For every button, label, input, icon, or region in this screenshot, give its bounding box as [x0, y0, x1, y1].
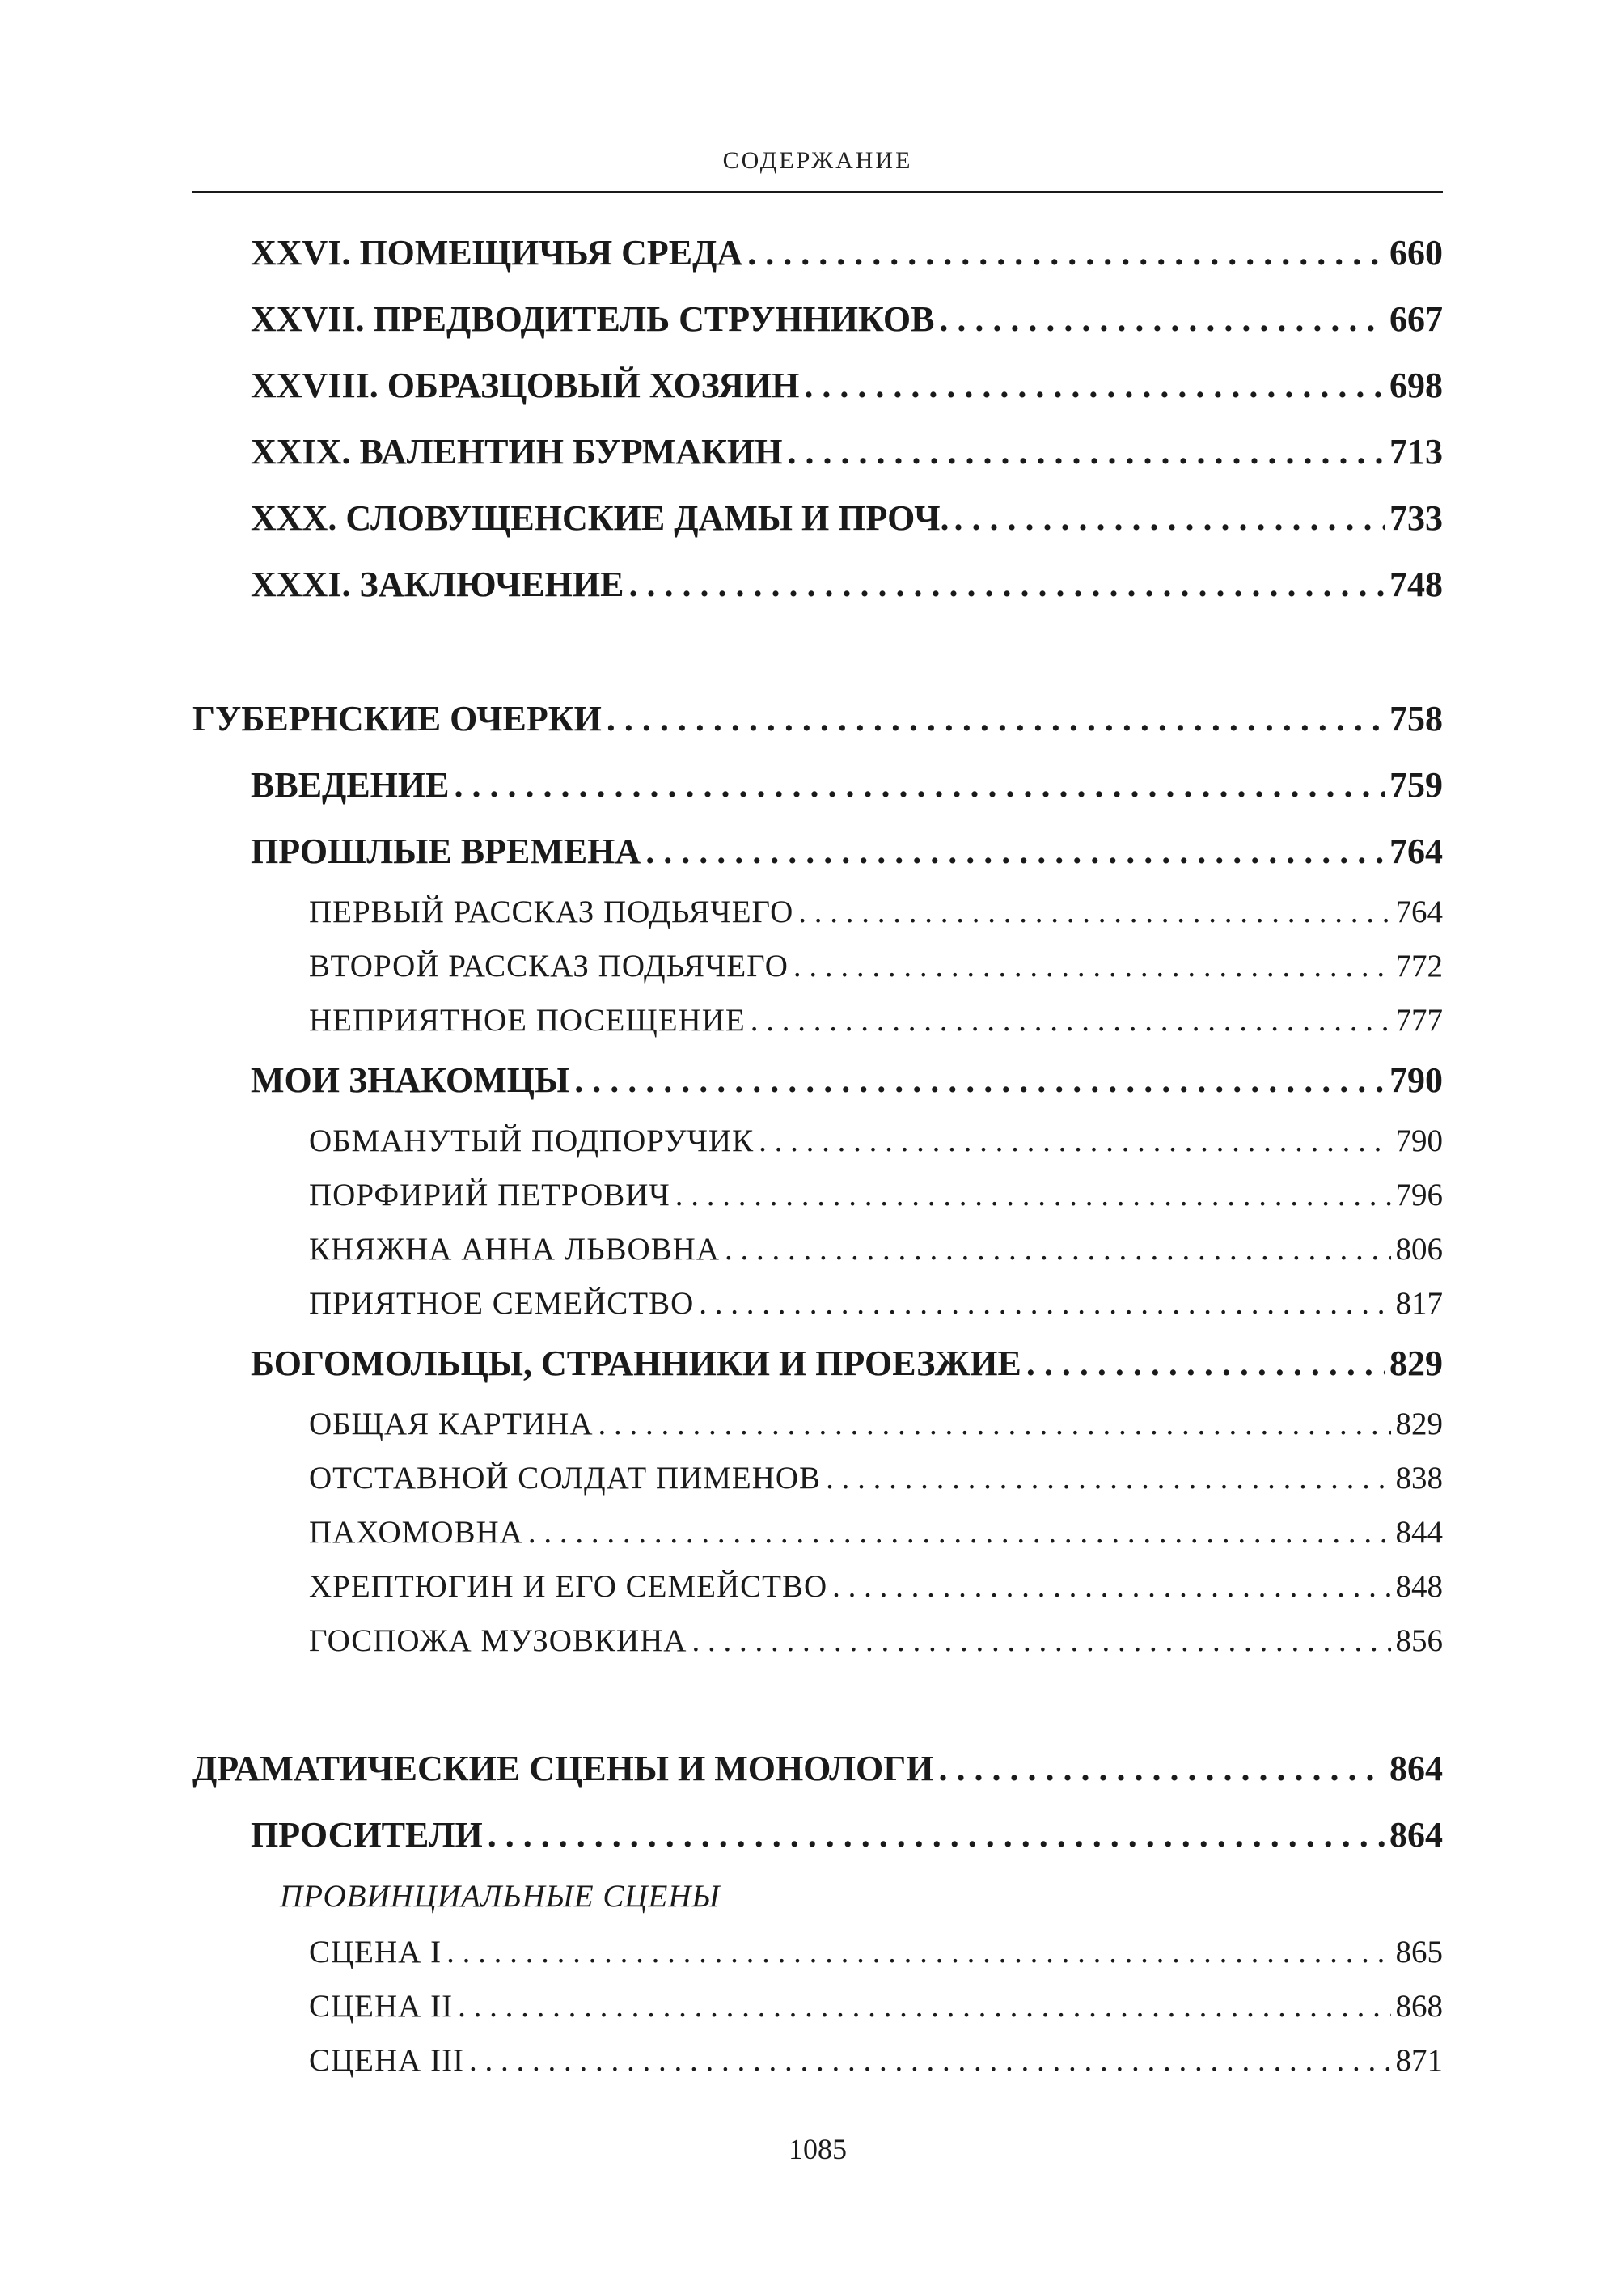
dot-leader — [832, 1559, 1390, 1614]
table-of-contents — [192, 220, 1443, 2088]
toc-entry-title: ДРАМАТИЧЕСКИЕ СЦЕНЫ И МОНОЛОГИ — [192, 1749, 934, 1788]
dot-leader — [598, 1397, 1391, 1451]
toc-entry-page: 871 — [1395, 2043, 1443, 2078]
toc-entry-title: ПРИЯТНОЕ СЕМЕЙСТВО — [309, 1286, 695, 1321]
toc-entry-page: 758 — [1389, 699, 1443, 738]
toc-entry-page: 790 — [1395, 1123, 1443, 1158]
toc-entry-level-3[interactable] — [192, 1505, 1443, 1559]
toc-entry-page: 660 — [1389, 233, 1443, 273]
toc-entry-title: НЕПРИЯТНОЕ ПОСЕЩЕНИЕ — [309, 1003, 746, 1038]
toc-entry-title: ПРОШЛЫЕ ВРЕМЕНА — [251, 831, 641, 871]
toc-entry-level-2[interactable] — [192, 1802, 1443, 1868]
toc-entry-level-2[interactable] — [192, 552, 1443, 618]
dot-leader — [699, 1276, 1390, 1331]
toc-entry-title: XXVII. ПРЕДВОДИТЕЛЬ СТРУННИКОВ — [251, 299, 935, 339]
dot-leader — [675, 1168, 1391, 1222]
toc-entry-page: 817 — [1395, 1286, 1443, 1321]
toc-entry-level-3[interactable] — [192, 993, 1443, 1047]
toc-entry-level-3[interactable] — [192, 1276, 1443, 1331]
page-number: 1085 — [789, 2133, 847, 2165]
dot-leader — [826, 1451, 1390, 1505]
toc-entry-level-2[interactable] — [192, 286, 1443, 353]
dot-leader — [691, 1614, 1390, 1668]
dot-leader — [488, 1802, 1385, 1868]
toc-entry-page: 856 — [1395, 1623, 1443, 1658]
toc-entry-level-2[interactable] — [192, 220, 1443, 286]
toc-entry-title: ПРОСИТЕЛИ — [251, 1815, 483, 1855]
toc-entry-title: XXIX. ВАЛЕНТИН БУРМАКИН — [251, 432, 783, 472]
toc-entry-level-1[interactable] — [192, 1736, 1443, 1802]
toc-entry-page: 864 — [1389, 1815, 1443, 1855]
toc-entry-title: БОГОМОЛЬЦЫ, СТРАННИКИ И ПРОЕЗЖИЕ — [251, 1343, 1021, 1383]
toc-entry-page: 759 — [1389, 765, 1443, 805]
toc-entry-title: ОБМАНУТЫЙ ПОДПОРУЧИК — [309, 1123, 755, 1158]
section-gap — [192, 618, 1443, 686]
dot-leader — [607, 686, 1385, 752]
dot-leader — [454, 752, 1385, 819]
toc-entry-title: XXXI. ЗАКЛЮЧЕНИЕ — [251, 565, 624, 604]
dot-leader — [645, 819, 1385, 885]
toc-entry-level-1[interactable] — [192, 686, 1443, 752]
toc-entry-title: СЦЕНА II — [309, 1989, 454, 2024]
running-head: СОДЕРЖАНИЕ — [722, 147, 913, 174]
toc-entry-level-3[interactable] — [192, 1559, 1443, 1614]
dot-leader — [628, 552, 1385, 618]
toc-entry-page: 764 — [1389, 831, 1443, 871]
toc-entry-page: 829 — [1389, 1343, 1443, 1383]
dot-leader — [725, 1222, 1391, 1276]
toc-entry-level-3[interactable] — [192, 1925, 1443, 1979]
toc-entry-page: 790 — [1389, 1060, 1443, 1100]
dot-leader — [1026, 1331, 1385, 1397]
toc-entry-title: XXVI. ПОМЕЩИЧЬЯ СРЕДА — [251, 233, 743, 273]
header-rule — [192, 191, 1443, 193]
toc-entry-title: СЦЕНА I — [309, 1935, 442, 1969]
book-page — [192, 0, 1443, 2293]
toc-entry-page: 764 — [1395, 895, 1443, 929]
toc-entry-page: 868 — [1395, 1989, 1443, 2024]
toc-entry-title: ВВЕДЕНИЕ — [251, 765, 450, 805]
toc-entry-level-2[interactable] — [192, 353, 1443, 419]
toc-entry-page: 748 — [1389, 565, 1443, 604]
toc-entry-title: ПЕРВЫЙ РАССКАЗ ПОДЬЯЧЕГО — [309, 895, 794, 929]
section-gap — [192, 1668, 1443, 1736]
toc-entry-title: КНЯЖНА АННА ЛЬВОВНА — [309, 1232, 720, 1267]
toc-entry-page: 667 — [1389, 299, 1443, 339]
toc-entry-title: XXVIII. ОБРАЗЦОВЫЙ ХОЗЯИН — [251, 366, 800, 405]
toc-entry-level-3[interactable] — [192, 1222, 1443, 1276]
dot-leader — [793, 939, 1391, 993]
toc-entry-level-3[interactable] — [192, 2033, 1443, 2088]
toc-entry-page: 698 — [1389, 366, 1443, 405]
toc-entry-page: 772 — [1395, 949, 1443, 984]
toc-entry-page: 865 — [1395, 1935, 1443, 1969]
toc-entry-level-3[interactable] — [192, 1979, 1443, 2033]
toc-entry-level-3[interactable] — [192, 939, 1443, 993]
toc-entry-title: МОИ ЗНАКОМЦЫ — [251, 1060, 570, 1100]
toc-entry-page: 713 — [1389, 432, 1443, 472]
dot-leader — [469, 2033, 1390, 2088]
dot-leader — [759, 1114, 1390, 1168]
toc-entry-page: 796 — [1395, 1178, 1443, 1212]
toc-entry-page: 777 — [1395, 1003, 1443, 1038]
dot-leader — [798, 885, 1390, 939]
toc-entry-level-2[interactable] — [192, 485, 1443, 552]
toc-entry-page: 829 — [1395, 1407, 1443, 1441]
toc-entry-level-2[interactable] — [192, 752, 1443, 819]
toc-entry-level-3[interactable] — [192, 885, 1443, 939]
toc-entry-page: 844 — [1395, 1515, 1443, 1550]
dot-leader — [574, 1047, 1385, 1114]
toc-entry-page: 838 — [1395, 1461, 1443, 1496]
toc-entry-level-3[interactable] — [192, 1451, 1443, 1505]
toc-entry-level-2[interactable] — [192, 1047, 1443, 1114]
toc-entry-level-2[interactable] — [192, 1331, 1443, 1397]
toc-entry-title: ОБЩАЯ КАРТИНА — [309, 1407, 594, 1441]
toc-entry-title: ПОРФИРИЙ ПЕТРОВИЧ — [309, 1178, 670, 1212]
toc-entry-page: 733 — [1389, 498, 1443, 538]
toc-subheading: ПРОВИНЦИАЛЬНЫЕ СЦЕНЫ — [280, 1879, 721, 1914]
dot-leader — [938, 1736, 1385, 1802]
toc-entry-title: ГУБЕРНСКИЕ ОЧЕРКИ — [192, 699, 602, 738]
dot-leader — [939, 286, 1385, 353]
toc-entry-level-3[interactable] — [192, 1614, 1443, 1668]
dot-leader — [954, 485, 1385, 552]
dot-leader — [446, 1925, 1390, 1979]
dot-leader — [747, 220, 1385, 286]
dot-leader — [788, 419, 1385, 485]
toc-entry-title: СЦЕНА III — [309, 2043, 465, 2078]
toc-entry-level-2[interactable] — [192, 819, 1443, 885]
toc-entry-title: XXX. СЛОВУЩЕНСКИЕ ДАМЫ И ПРОЧ. — [251, 498, 949, 538]
toc-entry-page: 864 — [1389, 1749, 1443, 1788]
toc-entry-title: ВТОРОЙ РАССКАЗ ПОДЬЯЧЕГО — [309, 949, 789, 984]
toc-entry-page: 848 — [1395, 1569, 1443, 1604]
toc-entry-level-3[interactable] — [192, 1168, 1443, 1222]
toc-entry-page: 806 — [1395, 1232, 1443, 1267]
dot-leader — [458, 1979, 1390, 2033]
toc-entry-level-2[interactable] — [192, 419, 1443, 485]
toc-entry-title: ПАХОМОВНА — [309, 1515, 523, 1550]
toc-entry-title: ХРЕПТЮГИН И ЕГО СЕМЕЙСТВО — [309, 1569, 828, 1604]
toc-entry-title: ГОСПОЖА МУЗОВКИНА — [309, 1623, 687, 1658]
toc-entry-level-3[interactable] — [192, 1114, 1443, 1168]
toc-entry-level-3[interactable] — [192, 1397, 1443, 1451]
toc-entry-title: ОТСТАВНОЙ СОЛДАТ ПИМЕНОВ — [309, 1461, 822, 1496]
dot-leader — [751, 993, 1391, 1047]
dot-leader — [528, 1505, 1391, 1559]
dot-leader — [804, 353, 1385, 419]
